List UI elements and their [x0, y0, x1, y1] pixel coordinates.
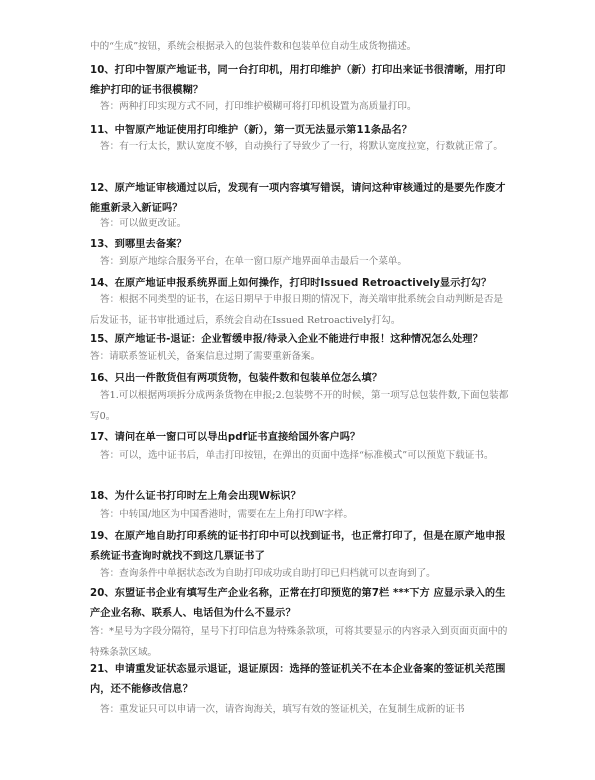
- question-heading: 13、到哪里去备案？: [90, 239, 187, 250]
- answer-text: 答：到原产地综合服务平台，在单一窗口原产地界面单击最后一个菜单。: [100, 256, 407, 267]
- answer-text: 中的“生成”按钮，系统会根据录入的包装件数和包装单位自动生成货物描述。: [90, 41, 417, 52]
- answer-text: 答：中转国/地区为中国香港时，需要在左上角打印W字样。: [100, 509, 353, 520]
- question-heading: 15、原产地证书-退证：企业暂缓申报/待录入企业不能进行申报！这种情况怎么处理？: [90, 334, 483, 345]
- question-heading: 18、为什么证书打印时左上角会出现W标识？: [90, 491, 301, 502]
- answer-text: 答：有一行太长，默认宽度不够，自动换行了导致少了一行，将默认宽度拉宽，行数就正常了。: [100, 141, 503, 152]
- question-heading: 12、原产地证审核通过以后，发现有一项内容填写错误，请问这种审核通过的是要先作废才能重新录入新证吗？: [90, 183, 506, 214]
- question-heading: 19、在原产地自助打印系统的证书打印中可以找到证书，也正常打印了，但是在原产地申报系统证书查询时就找不到这几票证书了: [90, 531, 506, 562]
- question-heading: 10、打印中智原产地证书，同一台打印机，用打印维护（新）打印出来证书很清晰，用打印维护打印的证书很模糊？: [90, 65, 506, 96]
- question-heading: 21、申请重发证状态显示退证，退证原因：选择的签证机关不在本企业备案的签证机关范围内，还不能修改信息？: [90, 664, 506, 695]
- question-heading: 16、只出一件散货但有两项货物，包装件数和包装单位怎么填？: [90, 373, 383, 384]
- question-heading: 20、东盟证书企业有填写生产企业名称，正常在打印预览的第7栏 ***下方 应显示录入的生产企业名称、联系人、电话但为什么不显示？: [90, 588, 506, 619]
- answer-text: 答：可以做更改证。: [100, 218, 187, 229]
- answer-text: 答：请联系签证机关，备案信息过期了需要重新备案。: [90, 351, 321, 362]
- question-heading: 17、请问在单一窗口可以导出pdf证书直接给国外客户吗？: [90, 432, 361, 443]
- answer-text: 答：*星号为字段分隔符，星号下打印信息为特殊条款项，可将其要显示的内容录入到页面页面中的特殊条款区域。: [90, 626, 508, 658]
- question-heading: 11、中智原产地证使用打印维护（新），第一页无法显示第11条品名？: [90, 125, 412, 136]
- answer-text: 答：两种打印实现方式不同，打印维护模糊可将打印机设置为高质量打印。: [100, 101, 417, 112]
- answer-text: 答1.可以根据两项拆分成两条货物在申报;2.包装劈不开的时候，第一项写总包装件数,下面包装都写0。: [90, 390, 509, 422]
- answer-text: 答：可以，选中证书后，单击打印按钮，在弹出的页面中选择“标准模式”可以预览下载证书。: [100, 450, 494, 461]
- answer-text: 答：重发证只可以申请一次，请咨询海关，填写有效的签证机关，在复制生成新的证书: [100, 704, 465, 715]
- question-heading: 14、在原产地证申报系统界面上如何操作，打印时Issued Retroactively显示打勾？: [90, 278, 492, 289]
- answer-text: 答：根据不同类型的证书，在运日期早于申报日期的情况下，海关端审批系统会自动判断是否是后发证书，证书审批通过后，系统会自动在Issued Retroactively打勾。: [90, 294, 503, 326]
- answer-text: 答：查询条件中单据状态改为自助打印成功或自助打印已归档就可以查询到了。: [100, 568, 436, 579]
